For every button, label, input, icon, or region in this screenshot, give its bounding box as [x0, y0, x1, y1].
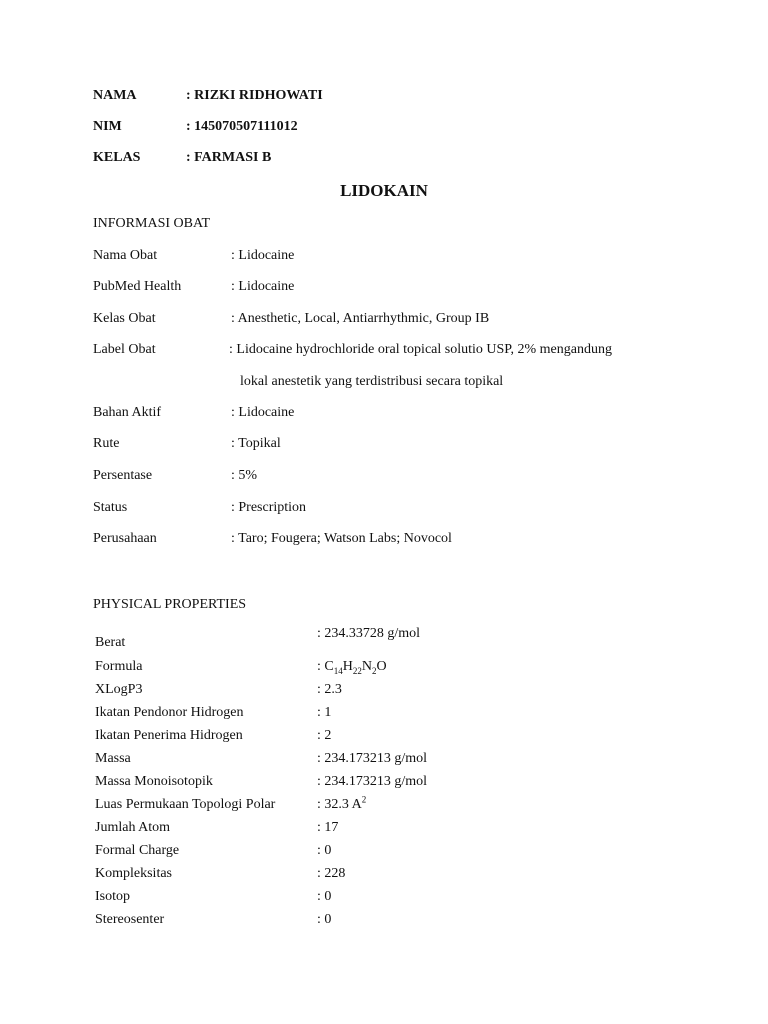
- kelas-label: KELAS: [93, 150, 141, 165]
- info-label-persentase: Persentase: [93, 468, 153, 483]
- nim-value: : 145070507111012: [186, 119, 298, 134]
- nim-label: NIM: [93, 119, 122, 134]
- phys-value-tpsa: : 32.3 $A^2$: [317, 794, 367, 812]
- info-label-rute: Rute: [93, 436, 120, 451]
- info-value-bahan-aktif: : Lidocaine: [231, 405, 295, 420]
- info-label-bahan-aktif: Bahan Aktif: [93, 405, 162, 420]
- info-label-pubmed: PubMed Health: [93, 279, 182, 294]
- phys-value-xlogp3: : 2.3: [317, 682, 342, 697]
- phys-value-stereosenter: : 0: [317, 912, 332, 927]
- info-value-label-obat: : Lidocaine hydrochloride oral topical solutio USP, 2% mengandung: [229, 342, 612, 357]
- info-label-label-obat: Label Obat: [93, 342, 156, 357]
- phys-label-formal-charge: Formal Charge: [95, 843, 180, 858]
- phys-value-jumlah-atom: : 17: [317, 820, 339, 835]
- info-value-persentase: : 5%: [231, 468, 258, 483]
- physical-heading: PHYSICAL PROPERTIES: [93, 597, 247, 612]
- phys-value-formula: : $C_{14}H_{22}N_2O$: [317, 659, 387, 676]
- phys-label-isotop: Isotop: [95, 889, 130, 904]
- phys-label-kompleksitas: Kompleksitas: [95, 866, 172, 881]
- info-label-perusahaan: Perusahaan: [93, 531, 157, 546]
- phys-label-berat: Berat: [95, 635, 126, 650]
- info-value-status: : Prescription: [231, 500, 307, 515]
- phys-value-massa: : 234.173213 g/mol: [317, 751, 428, 766]
- phys-label-jumlah-atom: Jumlah Atom: [95, 820, 171, 835]
- phys-label-massa: Massa: [95, 751, 131, 766]
- phys-value-monoisotopik: : 234.173213 g/mol: [317, 774, 428, 789]
- phys-label-pendonor: Ikatan Pendonor Hidrogen: [95, 705, 244, 720]
- info-heading: INFORMASI OBAT: [93, 216, 211, 231]
- phys-value-penerima: : 2: [317, 728, 332, 743]
- info-value-kelas-obat: : Anesthetic, Local, Antiarrhythmic, Group IB: [231, 311, 490, 326]
- info-value-rute: : Topikal: [231, 436, 281, 451]
- info-value-label-obat-cont: lokal anestetik yang terdistribusi secara topikal: [240, 374, 504, 389]
- info-label-status: Status: [93, 500, 128, 515]
- phys-label-penerima: Ikatan Penerima Hidrogen: [95, 728, 243, 743]
- page-title: LIDOKAIN: [340, 181, 428, 200]
- nama-label: NAMA: [93, 88, 137, 103]
- info-label-nama-obat: Nama Obat: [93, 248, 158, 263]
- phys-label-monoisotopik: Massa Monoisotopik: [95, 774, 213, 789]
- phys-value-kompleksitas: : 228: [317, 866, 346, 881]
- nama-value: : RIZKI RIDHOWATI: [186, 88, 323, 103]
- phys-value-berat: : 234.33728 g/mol: [317, 626, 421, 641]
- info-value-perusahaan: : Taro; Fougera; Watson Labs; Novocol: [231, 531, 452, 546]
- phys-value-formal-charge: : 0: [317, 843, 332, 858]
- phys-label-formula: Formula: [95, 659, 143, 674]
- phys-label-tpsa: Luas Permukaan Topologi Polar: [95, 797, 276, 812]
- phys-label-xlogp3: XLogP3: [95, 682, 143, 697]
- info-value-nama-obat: : Lidocaine: [231, 248, 295, 263]
- phys-value-isotop: : 0: [317, 889, 332, 904]
- info-label-kelas-obat: Kelas Obat: [93, 311, 156, 326]
- kelas-value: : FARMASI B: [186, 150, 272, 165]
- phys-value-pendonor: : 1: [317, 705, 332, 720]
- phys-label-stereosenter: Stereosenter: [95, 912, 165, 927]
- info-value-pubmed: : Lidocaine: [231, 279, 295, 294]
